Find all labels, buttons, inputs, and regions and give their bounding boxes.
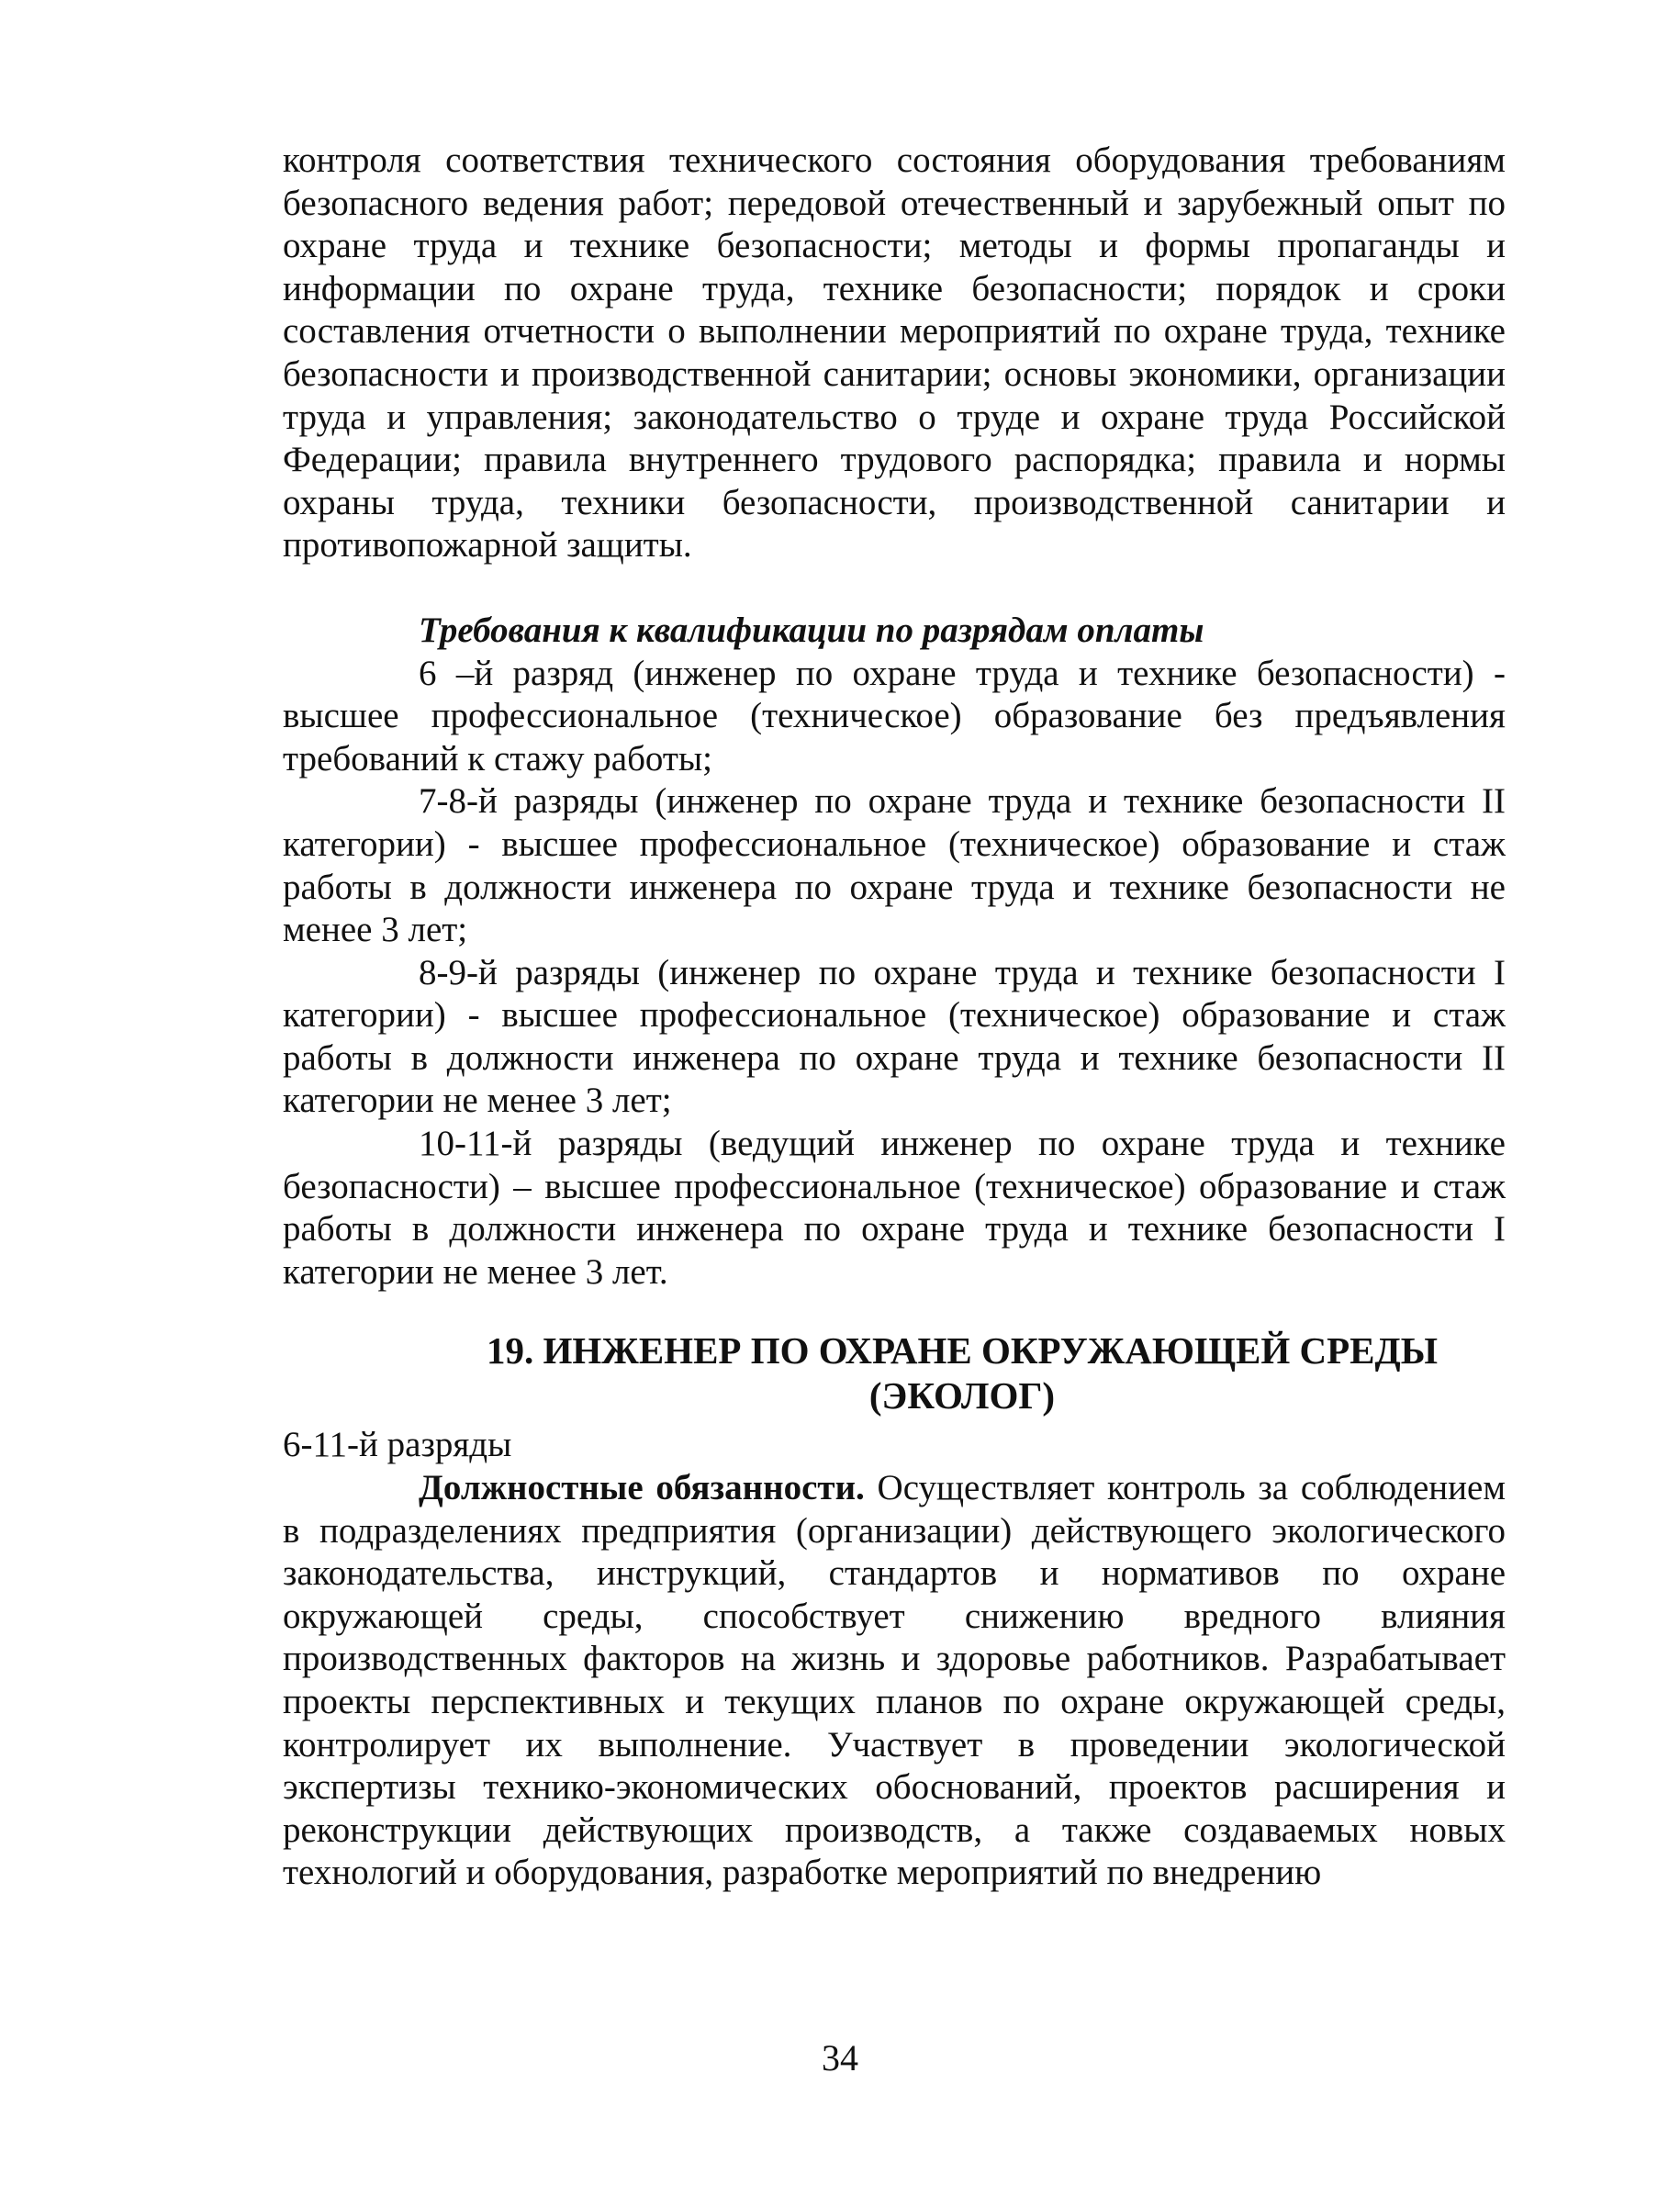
page-content — [283, 140, 1506, 1895]
section-grade-range: 6-11-й разряды — [283, 1425, 512, 1465]
grade-paragraph-10-11: 10-11-й разряды (ведущий инженер по охране труда и технике безопасности) – высшее профессиональное (техническое) образование и стаж работы в должности инженера по охране труда и технике безопасности I категории не менее 3 лет. — [283, 1124, 1506, 1292]
section-title-line-2: (ЭКОЛОГ) — [868, 1374, 1056, 1417]
section-title — [283, 1328, 1506, 1418]
qualification-heading: Требования к квалификации по разрядам оплаты — [419, 610, 1204, 650]
section-title-line-1: 19. ИНЖЕНЕР ПО ОХРАНЕ ОКРУЖАЮЩЕЙ СРЕДЫ — [487, 1329, 1438, 1373]
intro-paragraph: контроля соответствия технического состояния оборудования требованиям безопасного ведения работ; передовой отечественный и зарубежный опыт по охране труда и технике безопасности; методы и формы пропаганды и информации по охране труда, технике безопасности; порядок и сроки составления отчетности о выполнении мероприятий по охране труда, технике безопасности и производственной санитарии; основы экономики, организации труда и управления; законодательство о труде и охране труда Российской Федерации; правила внутреннего трудового распорядка; правила и нормы охраны труда, техники безопасности, производственной санитарии и противопожарной защиты. — [283, 140, 1506, 566]
duties-text: Осуществляет контроль за соблюдением в подразделениях предприятия (организации) действующего экологического законодательства, инструкций, стандартов и нормативов по охране окружающей среды, способствует снижению вредного влияния производственных факторов на жизнь и здоровье работников. Разрабатывает проекты перспективных и текущих планов по охране окружающей среды, контролирует их выполнение. Участвует в проведении экологической экспертизы технико-экономических обоснований, проектов расширения и реконструкции действующих производств, а также создаваемых новых технологий и оборудования, разработке мероприятий по внедрению — [283, 1468, 1506, 1893]
grade-paragraph-6: 6 –й разряд (инженер по охране труда и технике безопасности) - высшее профессиональное (техническое) образование без предъявления требований к стажу работы; — [283, 653, 1506, 779]
grade-paragraph-7-8: 7-8-й разряды (инженер по охране труда и технике безопасности II категории) - высшее профессиональное (техническое) образование и стаж работы в должности инженера по охране труда и технике безопасности не менее 3 лет; — [283, 781, 1506, 950]
page-number: 34 — [822, 2037, 858, 2079]
grade-paragraph-8-9: 8-9-й разряды (инженер по охране труда и технике безопасности I категории) - высшее профессиональное (техническое) образование и стаж работы в должности инженера по охране труда и технике безопасности II категории не менее 3 лет; — [283, 952, 1506, 1121]
duties-label: Должностные обязанности. — [419, 1468, 865, 1508]
duties-paragraph — [283, 1467, 1506, 1895]
